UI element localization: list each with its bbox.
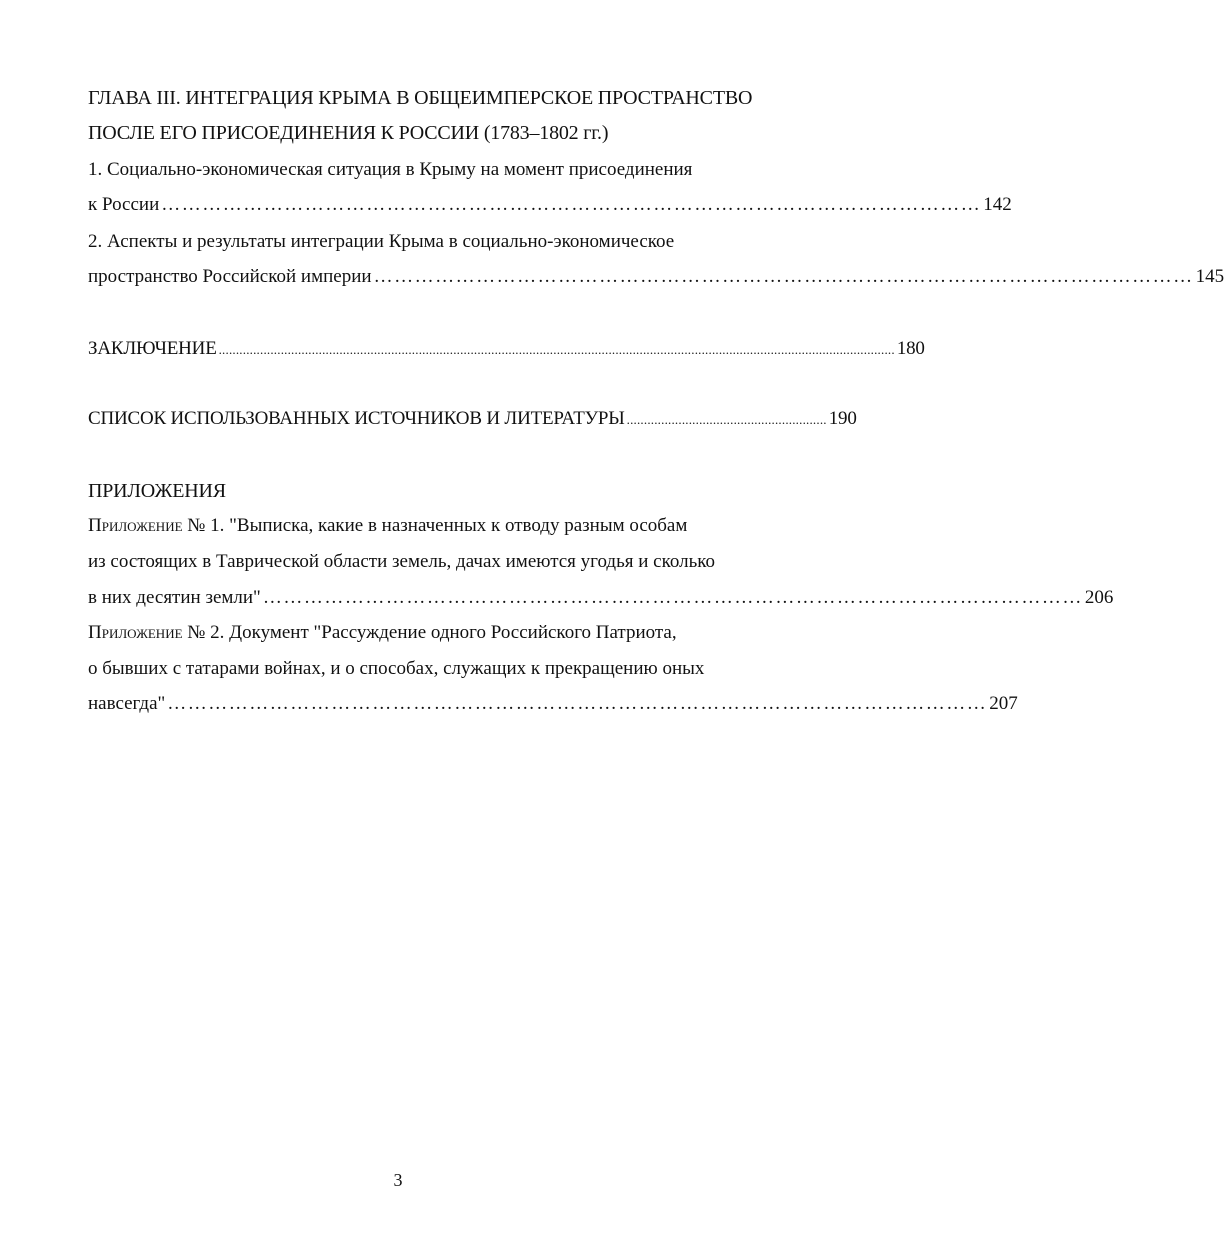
appendix-1-page-number: 206 (1084, 587, 1114, 608)
dot-leader: ………………………………………………………………………………………………………… (262, 587, 1083, 608)
appendix-1-entry[interactable] (88, 586, 1114, 610)
appendix-1-title-line-3: в них десятин земли" (88, 587, 261, 608)
section-1-title-line-1: 1. Социально-экономическая ситуация в Крыму на момент присоединения (88, 159, 693, 180)
sources-entry[interactable] (88, 407, 857, 431)
appendix-2-entry[interactable] (88, 692, 1018, 716)
appendix-2-title-line-1 (88, 621, 677, 645)
dot-leader: .......................................................... (626, 412, 827, 427)
appendix-2-title-line-3: навсегда" (88, 693, 166, 714)
dot-leader: ………………………………………………………………………………………………………… (167, 693, 988, 714)
sources-page-number: 190 (828, 408, 857, 429)
appendix-2-title-text: № 2. Документ "Рассуждение одного Российского Патриота, (182, 622, 677, 643)
conclusion-entry[interactable] (88, 337, 925, 361)
section-1-entry[interactable] (88, 193, 1012, 217)
section-2-title-line-1: 2. Аспекты и результаты интеграции Крыма в социально-экономическое (88, 231, 675, 252)
appendix-2-page-number: 207 (989, 693, 1018, 714)
dot-leader: ………………………………………………………………………………………………………… (161, 194, 982, 215)
section-1-title-line-2: к России (88, 194, 160, 215)
appendix-1-title-text: № 1. "Выписка, какие в назначенных к отводу разным особам (182, 515, 688, 536)
section-2-entry[interactable] (88, 265, 1224, 289)
section-2-page-number: 145 (1195, 266, 1224, 287)
dot-leader: ………………………………………………………………………………………………………… (373, 266, 1194, 287)
section-1-page-number: 142 (983, 194, 1012, 215)
page-number: 3 (393, 1170, 403, 1190)
appendices-title: ПРИЛОЖЕНИЯ (88, 480, 226, 502)
chapter-3-title-line-2: ПОСЛЕ ЕГО ПРИСОЕДИНЕНИЯ К РОССИИ (1783–1802 гг.) (88, 122, 609, 144)
appendix-1-prefix: Приложение (88, 515, 183, 536)
dot-leader: .................................................................................................................................................................................................... (218, 342, 895, 357)
sources-label: СПИСОК ИСПОЛЬЗОВАННЫХ ИСТОЧНИКОВ И ЛИТЕРАТУРЫ (88, 408, 625, 429)
appendix-2-title-line-2: о бывших с татарами войнах, и о способах, служащих к прекращению оных (88, 658, 705, 679)
conclusion-page-number: 180 (896, 338, 925, 359)
chapter-3-title-line-1: ГЛАВА III. ИНТЕГРАЦИЯ КРЫМА В ОБЩЕИМПЕРСКОЕ ПРОСТРАНСТВО (88, 87, 753, 109)
section-2-title-line-2: пространство Российской империи (88, 266, 372, 287)
appendix-2-prefix: Приложение (88, 622, 183, 643)
appendix-1-title-line-2: из состоящих в Таврической области земель, дачах имеются угодья и сколько (88, 551, 716, 572)
conclusion-label: ЗАКЛЮЧЕНИЕ (88, 338, 217, 359)
appendix-1-title-line-1 (88, 514, 687, 538)
